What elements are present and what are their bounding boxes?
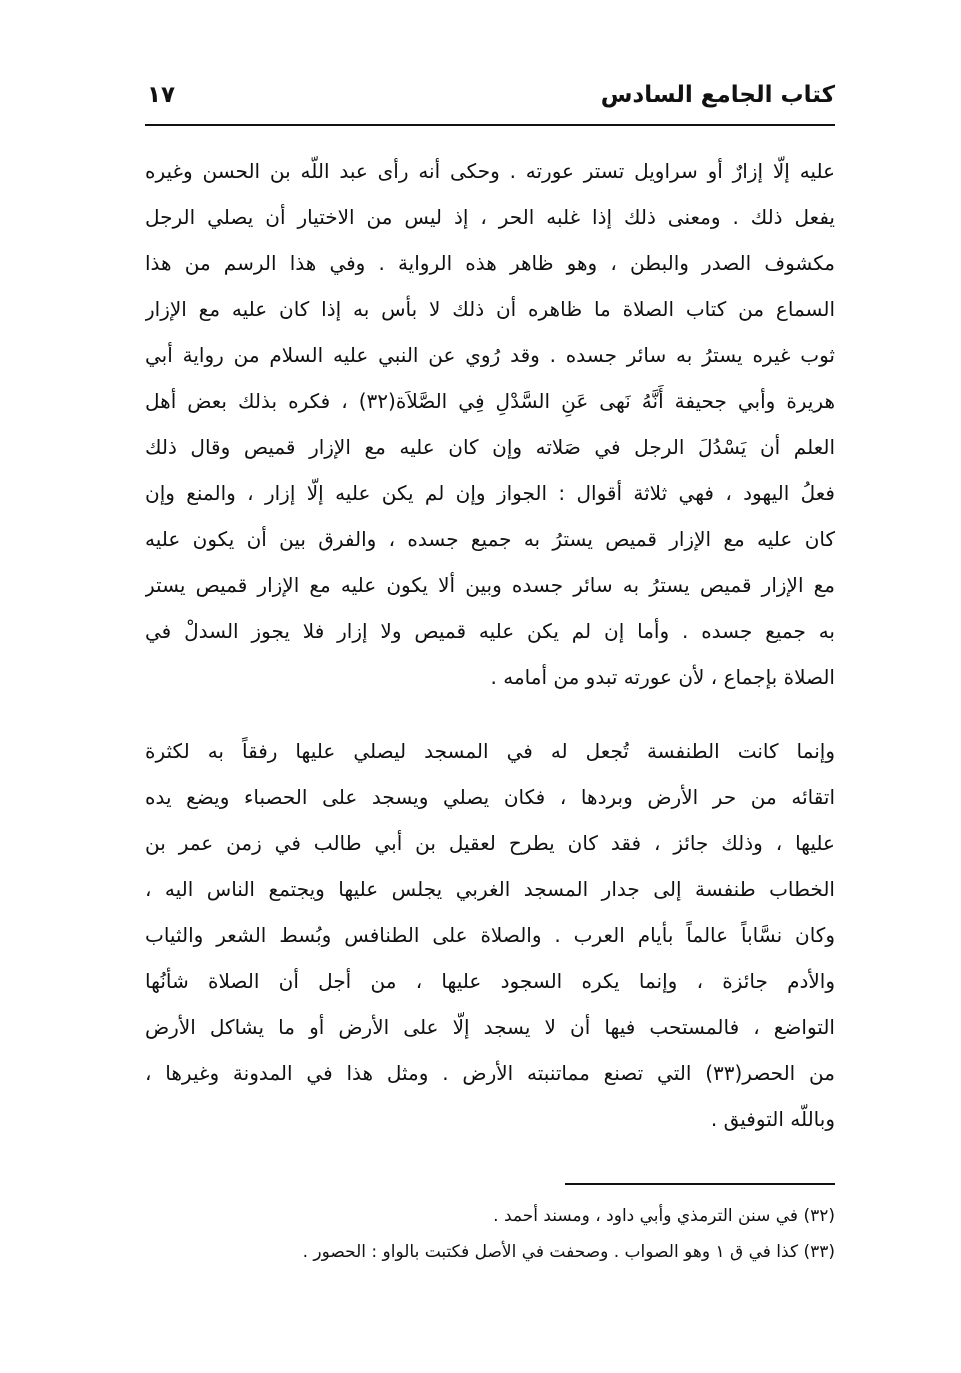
text-line: الخطاب طنفسة إلى جدار المسجد الغربي يجلس عليها ويجتمع الناس اليه ، <box>145 877 835 901</box>
text-line: العلم أن يَسْدُلَ الرجل في صَلاته وإن كان عليه مع الإزار قميص وقال ذلك <box>145 435 835 459</box>
footnote-32: (٣٢) في سنن الترمذي وأبي داود ، ومسند أحمد . <box>493 1206 835 1226</box>
text-line: مع الإزار قميص يسترُ به سائر جسده وبين ألا يكون عليه مع الإزار قميص يستر <box>145 573 835 597</box>
header-rule <box>145 124 835 126</box>
header-title: كتاب الجامع السادس <box>600 82 835 108</box>
running-header <box>145 82 835 122</box>
text-line: كان عليه مع الإزار قميص يسترُ به جميع جسده ، والفرق بين أن يكون عليه <box>145 527 835 551</box>
text-line: وكان نسَّاباً عالماً بأيام العرب . والصلاة على الطنافس وبُسط الشعر والثياب <box>145 923 835 947</box>
page-number: ١٧ <box>147 82 176 108</box>
text-line: والأدم جائزة ، وإنما يكره السجود عليها ، من أجل أن الصلاة شأنُها <box>145 969 835 993</box>
text-line: السماع من كتاب الصلاة ما ظاهره أن ذلك لا بأس به إذا كان عليه مع الإزار <box>145 297 835 321</box>
paragraph-2 <box>145 728 835 1142</box>
text-line: فعلُ اليهود ، فهي ثلاثة أقوال : الجواز وإن لم يكن عليه إلّا إزار ، والمنع وإن <box>145 481 835 505</box>
text-line: الصلاة بإجماع ، لأن عورته تبدو من أمامه . <box>490 665 835 689</box>
paragraph-1 <box>145 148 835 700</box>
text-line: ثوب غيره يسترُ به سائر جسده . وقد رُوي عن النبي عليه السلام من رواية أبي <box>145 343 835 367</box>
text-line: عليه إلّا إزارٌ أو سراويل تستر عورته . وحكى أنه رأى عبد اللّه بن الحسن وغيره <box>145 159 835 183</box>
footnote-separator <box>565 1183 835 1185</box>
footnote-33: (٣٣) كذا في ق ١ وهو الصواب . وصحفت في الأصل فكتبت بالواو : الحصور . <box>302 1242 835 1262</box>
text-line: يفعل ذلك . ومعنى ذلك إذا غلبه الحر ، إذ ليس من الاختيار أن يصلي الرجل <box>145 205 835 229</box>
text-line: من الحصر(٣٣) التي تصنع مماتنبته الأرض . ومثل هذا في المدونة وغيرها ، <box>145 1061 835 1085</box>
text-line: به جميع جسده . وأما إن لم يكن عليه قميص ولا إزار فلا يجوز السدلْ في <box>145 619 835 643</box>
footnotes <box>145 1198 835 1270</box>
text-line: وباللّه التوفيق . <box>710 1107 835 1131</box>
text-line: عليها ، وذلك جائز ، فقد كان يطرح لعقيل بن أبي طالب في زمن عمر بن <box>145 831 835 855</box>
text-line: مكشوف الصدر والبطن ، وهو ظاهر هذه الرواية . وفي هذا الرسم من هذا <box>145 251 835 275</box>
text-line: اتقائه من حر الأرض وبردها ، فكان يصلي ويسجد على الحصباء ويضع يده <box>145 785 835 809</box>
text-line: وإنما كانت الطنفسة تُجعل له في المسجد ليصلي عليها رفقاً به لكثرة <box>145 739 835 763</box>
text-line: هريرة وأبي جحيفة أَنَّهُ نَهى عَنِ السَّدْلِ فِي الصَّلاَة(٣٢) ، فكره بذلك بعض أهل <box>145 389 835 413</box>
text-line: التواضع ، فالمستحب فيها أن لا يسجد إلّا على الأرض أو ما يشاكل الأرض <box>145 1015 835 1039</box>
